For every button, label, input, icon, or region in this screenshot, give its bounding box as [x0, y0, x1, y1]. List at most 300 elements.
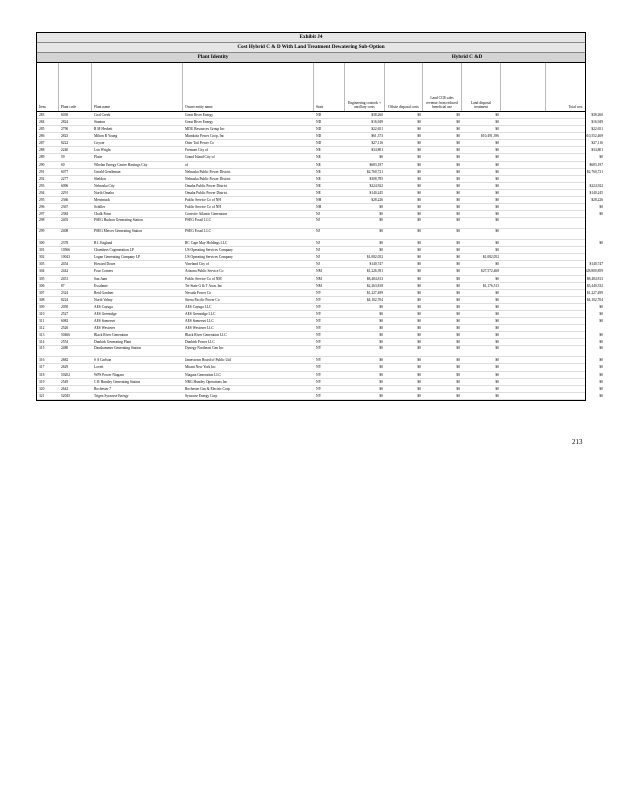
cell-engineering: $38,260: [371, 113, 383, 117]
col-plant-name: Plant name: [92, 63, 183, 111]
cell-owner: Conectiv Atlantic Generation: [185, 212, 228, 217]
cell-land-disposal: $1,082,052: [482, 255, 499, 260]
cell-plant-name: North Valmy: [94, 297, 113, 302]
cell-blank: [501, 126, 546, 132]
cell-offsite: $0: [417, 148, 421, 153]
cell-blank: [501, 218, 546, 228]
table-row: [37, 290, 603, 297]
cell-state: NV: [316, 297, 322, 302]
cell-total: $2,760,721: [586, 169, 603, 174]
cell-engineering: $16,949: [371, 120, 383, 125]
cell-owner: Nebraska Public Power District: [185, 169, 231, 174]
cell-plant-code: 2378: [61, 241, 69, 246]
cell-plant-name: Howard Down: [94, 262, 116, 267]
cell-owner: Omaha Public Power District: [185, 190, 228, 195]
cell-engineering: $28,226: [371, 197, 383, 202]
cell-offsite: $0: [417, 297, 421, 302]
col-owner: Owner entity name: [183, 63, 314, 111]
cell-ccr-sales: $0: [456, 326, 460, 331]
cell-land-disposal: $0: [495, 218, 499, 223]
cell-offsite: $0: [417, 248, 421, 253]
cell-item: 318: [39, 372, 45, 377]
cell-owner: Nevada Power Co: [185, 290, 212, 295]
cell-plant-code: 2277: [61, 176, 69, 181]
cell-item: 293: [39, 183, 45, 188]
cell-engineering: $0: [379, 319, 383, 324]
cell-item: 304: [39, 269, 45, 274]
cell-plant-code: 87: [61, 283, 65, 288]
cell-ccr-sales: $0: [456, 333, 460, 338]
cell-owner: PSEG Fossil LLC: [185, 229, 211, 234]
col-plant-code: Plant code: [59, 63, 92, 111]
cell-engineering: $1,082,052: [366, 255, 383, 260]
cell-owner: Minnkota Power Coop, Inc: [185, 134, 225, 139]
cell-total: $0: [599, 358, 603, 363]
cell-plant-name: Platte: [94, 155, 103, 160]
cell-total: [546, 325, 605, 331]
cell-plant-code: 6082: [61, 319, 69, 324]
table-row: [37, 197, 603, 204]
cell-blank: [501, 304, 546, 310]
cell-ccr-sales: $0: [456, 127, 460, 132]
cell-plant-code: 2367: [61, 205, 69, 210]
cell-blank: [501, 183, 546, 189]
cell-plant-code: 2823: [61, 134, 69, 139]
cell-state: NE: [316, 148, 321, 153]
table-row: [37, 364, 603, 371]
cell-item: 300: [39, 241, 45, 246]
cell-land-disposal: $0: [495, 190, 499, 195]
cell-land-disposal: $0: [495, 276, 499, 281]
cell-plant-name: Gerald Gentleman: [94, 169, 121, 174]
col-land-disposal: Land disposal treatment: [462, 63, 501, 111]
cell-blank: [501, 268, 546, 274]
cell-land-disposal: $0: [495, 372, 499, 377]
cell-plant-name: AES Cayuga: [94, 304, 113, 309]
cell-engineering: $2,760,721: [366, 169, 383, 174]
cell-ccr-sales: $0: [456, 141, 460, 146]
table-row: [37, 339, 603, 346]
column-headers: [37, 63, 585, 112]
cell-offsite: $0: [417, 290, 421, 295]
cell-ccr-sales: $0: [456, 113, 460, 117]
cell-state: NJ: [316, 255, 320, 260]
cell-engineering: $0: [379, 205, 383, 210]
cell-blank: [501, 261, 546, 267]
cell-owner: Public Service Co of NH: [185, 197, 221, 202]
table-row: [37, 126, 603, 133]
cell-land-disposal: $0: [495, 148, 499, 153]
cell-engineering: $683,197: [369, 162, 383, 167]
cell-engineering: $0: [379, 346, 383, 351]
cell-ccr-sales: $0: [456, 183, 460, 188]
cell-owner: US Operating Services Company: [185, 248, 233, 253]
cell-blank: [501, 190, 546, 196]
cell-offsite: $0: [417, 155, 421, 160]
cell-plant-code: 2824: [61, 120, 69, 125]
table-row: [37, 283, 603, 290]
cell-ccr-sales: $0: [456, 190, 460, 195]
cell-engineering: $2,263,818: [366, 283, 383, 288]
cell-ccr-sales: $0: [456, 269, 460, 274]
cell-offsite: $0: [417, 176, 421, 181]
cell-plant-code: 8222: [61, 141, 69, 146]
cell-owner: Vineland City of: [185, 262, 209, 267]
cell-state: ND: [316, 127, 322, 132]
cell-plant-code: 2324: [61, 290, 69, 295]
cell-plant-name: Reid Gardner: [94, 290, 114, 295]
cell-item: 314: [39, 340, 45, 345]
col-ccr-sales: Land CCR sales revenue from reduced beneficial use: [423, 63, 462, 111]
cell-item: 307: [39, 290, 45, 295]
cell-state: NH: [316, 197, 322, 202]
cell-land-disposal: $0: [495, 379, 499, 384]
cell-total: $4,102,704: [586, 297, 603, 302]
cell-total: $28,226: [591, 197, 603, 202]
cell-land-disposal: $0: [495, 393, 499, 398]
cell-plant-name: AES Greenidge: [94, 311, 117, 316]
cell-blank: [501, 379, 546, 385]
cell-blank: [501, 197, 546, 203]
cell-engineering: $27,116: [371, 141, 383, 146]
cell-state: NY: [316, 365, 322, 370]
cell-offsite: $0: [417, 276, 421, 281]
table-row: [37, 147, 603, 154]
cell-total: $0: [599, 319, 603, 324]
table-row: [37, 133, 603, 140]
cell-ccr-sales: $0: [456, 365, 460, 370]
cell-item: 319: [39, 379, 45, 384]
table-row: [37, 162, 603, 169]
cell-offsite: $0: [417, 304, 421, 309]
cell-state: NY: [316, 304, 322, 309]
cell-land-disposal: $0: [495, 183, 499, 188]
cell-total: $140,747: [589, 262, 603, 267]
cell-item: 306: [39, 283, 45, 288]
cell-engineering: $224,922: [369, 183, 383, 188]
cell-land-disposal: $0: [495, 212, 499, 217]
cell-land-disposal: $0: [495, 169, 499, 174]
cell-plant-name: Logan Generating Company LP: [94, 255, 141, 260]
cell-item: 320: [39, 386, 45, 391]
cell-total: $0: [599, 365, 603, 370]
cell-total: $27,116: [591, 141, 603, 146]
table-row: [37, 204, 603, 211]
cell-blank: [501, 140, 546, 146]
cell-total: [546, 176, 605, 182]
cell-plant-name: PSEG Hudson Generating Station: [94, 218, 143, 223]
cell-land-disposal: $0: [495, 205, 499, 210]
cell-state: NY: [316, 372, 322, 377]
cell-total: $28,800,859: [585, 269, 603, 274]
cell-blank: [501, 169, 546, 175]
cell-offsite: $0: [417, 340, 421, 345]
cell-owner: Tri-State G & T Assn, Inc: [185, 283, 223, 288]
cell-blank: [501, 240, 546, 246]
cell-land-disposal: $0: [495, 176, 499, 181]
cell-plant-name: Schiller: [94, 205, 106, 210]
cell-offsite: $0: [417, 169, 421, 174]
cell-blank: [501, 386, 546, 392]
cell-plant-name: Black River Generation: [94, 333, 129, 338]
col-offsite: Offsite disposal costs: [385, 63, 423, 111]
cell-land-disposal: $0: [495, 326, 499, 331]
cell-offsite: $0: [417, 212, 421, 217]
cell-item: 308: [39, 297, 45, 302]
cell-state: ND: [316, 113, 322, 117]
cell-ccr-sales: $0: [456, 148, 460, 153]
cell-ccr-sales: $0: [456, 346, 460, 351]
cell-item: 290: [39, 162, 45, 167]
cell-total: $10,552,469: [585, 134, 603, 139]
cell-blank: [501, 325, 546, 331]
cell-ccr-sales: $0: [456, 162, 460, 167]
cell-blank: [501, 154, 546, 160]
cell-owner: Jamestown Board of Public Util: [185, 358, 232, 363]
table-row: [37, 297, 603, 304]
cell-total: $0: [599, 393, 603, 398]
cell-item: 286: [39, 134, 45, 139]
cell-item: 288: [39, 148, 45, 153]
cell-plant-name: Nebraska City: [94, 183, 115, 188]
cell-total: $0: [599, 212, 603, 217]
cell-blank: [501, 119, 546, 125]
cell-engineering: $1,226,391: [366, 269, 383, 274]
cell-land-disposal: $0: [495, 297, 499, 302]
cell-state: NE: [316, 183, 321, 188]
cell-ccr-sales: $0: [456, 379, 460, 384]
cell-owner: Black River Generation LLC: [185, 333, 227, 338]
cell-plant-code: 2408: [61, 229, 69, 234]
cell-engineering: $140,747: [369, 262, 383, 267]
section-header-row: [37, 53, 585, 63]
cell-plant-name: Escalante: [94, 283, 108, 288]
cell-state: NM: [316, 269, 322, 274]
cell-total: [546, 254, 605, 260]
cell-owner: Great River Energy: [185, 120, 214, 125]
cell-engineering: $0: [379, 393, 383, 398]
cell-engineering: $0: [379, 304, 383, 309]
cell-offsite: $0: [417, 311, 421, 316]
cell-plant-code: 2291: [61, 190, 69, 195]
cell-ccr-sales: $0: [456, 229, 460, 234]
cell-land-disposal: $0: [495, 358, 499, 363]
table-row: [37, 261, 603, 268]
cell-state: NY: [316, 386, 322, 391]
cell-engineering: $0: [379, 229, 383, 234]
cell-ccr-sales: $0: [456, 319, 460, 324]
cell-land-disposal: $0: [495, 319, 499, 324]
cell-plant-code: 2384: [61, 212, 69, 217]
cell-state: NV: [316, 290, 322, 295]
cell-state: NE: [316, 162, 321, 167]
cell-blank: [501, 204, 546, 210]
cell-blank: [501, 290, 546, 296]
cell-blank: [501, 393, 546, 399]
cell-ccr-sales: $0: [456, 297, 460, 302]
cell-owner: Dynegy Northeast Gen Inc: [185, 346, 224, 351]
table-row: [37, 372, 603, 379]
cell-item: 316: [39, 358, 45, 363]
cell-total: $34,801: [591, 148, 603, 153]
cell-ccr-sales: $0: [456, 276, 460, 281]
cell-blank: [501, 147, 546, 153]
cell-plant-name: Whelan Energy Center Hastings City: [94, 162, 148, 167]
table-row: [37, 254, 585, 261]
cell-plant-code: 6030: [61, 113, 69, 117]
cell-ccr-sales: $0: [456, 255, 460, 260]
table-row: [37, 393, 603, 400]
cell-offsite: $0: [417, 386, 421, 391]
cell-ccr-sales: $0: [456, 304, 460, 309]
cell-land-disposal: $0: [495, 141, 499, 146]
cell-blank: [501, 211, 546, 217]
cell-owner: Public Service Co of NM: [185, 276, 222, 281]
cell-state: NY: [316, 311, 322, 316]
cell-land-disposal: $0: [495, 311, 499, 316]
cell-owner: Sierra Pacific Power Co: [185, 297, 220, 302]
cell-plant-name: Four Corners: [94, 269, 114, 274]
cell-land-disposal: $0: [495, 333, 499, 338]
cell-owner: RC Cape May Holdings LLC: [185, 241, 228, 246]
cell-owner: AES Westover LLC: [185, 326, 214, 331]
table-row: [37, 276, 603, 283]
table-row: [37, 268, 603, 275]
cell-offsite: $0: [417, 190, 421, 195]
cell-plant-name: Rochester 7: [94, 386, 112, 391]
cell-ccr-sales: $0: [456, 212, 460, 217]
cell-plant-name: Coyote: [94, 141, 105, 146]
cell-engineering: $140,245: [369, 190, 383, 195]
cell-total: $8,484,813: [586, 276, 603, 281]
table-row: [37, 325, 585, 332]
cell-state: NJ: [316, 241, 320, 246]
cell-engineering: $0: [379, 340, 383, 345]
cell-item: 302: [39, 255, 45, 260]
cell-state: ND: [316, 134, 322, 139]
cell-total: $0: [599, 311, 603, 316]
cell-plant-code: 2442: [61, 269, 69, 274]
cell-plant-code: 6096: [61, 183, 69, 188]
cell-engineering: $22,651: [371, 127, 383, 132]
cell-plant-name: WPS Power Niagara: [94, 372, 124, 377]
cell-plant-name: PSEG Mercer Generating Station: [94, 229, 143, 234]
cell-total: $0: [599, 241, 603, 246]
cell-plant-name: Coal Creek: [94, 113, 111, 117]
cell-state: NJ: [316, 218, 320, 223]
cell-ccr-sales: $0: [456, 262, 460, 267]
cell-offsite: $0: [417, 262, 421, 267]
cell-engineering: $0: [379, 218, 383, 223]
cell-plant-code: 2403: [61, 218, 69, 223]
cell-offsite: $0: [417, 134, 421, 139]
cell-plant-name: San Juan: [94, 276, 107, 281]
cell-land-disposal: $0: [495, 113, 499, 117]
cell-item: 284: [39, 120, 45, 125]
cell-plant-name: S A Carlson: [94, 358, 112, 363]
cell-ccr-sales: $0: [456, 340, 460, 345]
cell-owner: PSEG Fossil LLC: [185, 218, 211, 223]
cell-ccr-sales: $0: [456, 169, 460, 174]
cell-total: $1,227,499: [586, 290, 603, 295]
cell-item: 294: [39, 190, 45, 195]
cell-land-disposal: $0: [495, 197, 499, 202]
cell-owner: NRG Huntley Operations Inc: [185, 379, 228, 384]
table-body: [37, 112, 603, 400]
cell-item: 299: [39, 229, 45, 234]
table-row: [37, 140, 603, 147]
cell-ccr-sales: $0: [456, 218, 460, 223]
cell-blank: [501, 297, 546, 303]
cell-owner: Fremont City of: [185, 148, 209, 153]
cell-offsite: $0: [417, 346, 421, 351]
cell-plant-code: 2554: [61, 340, 69, 345]
cell-offsite: $0: [417, 241, 421, 246]
cell-offsite: $0: [417, 197, 421, 202]
cell-land-disposal: $0: [495, 120, 499, 125]
cell-plant-code: 2451: [61, 276, 69, 281]
cell-engineering: $0: [379, 372, 383, 377]
cell-engineering: $0: [379, 311, 383, 316]
cell-engineering: $0: [379, 333, 383, 338]
cell-plant-code: 60: [61, 162, 65, 167]
cell-owner: Dunkirk Power LLC: [185, 340, 215, 345]
cell-state: NJ: [316, 229, 320, 234]
cell-land-disposal: $0: [495, 155, 499, 160]
cell-ccr-sales: $0: [456, 155, 460, 160]
cell-owner: Arizona Public Service Co: [185, 269, 224, 274]
cell-state: ND: [316, 120, 322, 125]
cell-blank: [501, 332, 546, 338]
cell-engineering: $0: [379, 386, 383, 391]
cell-engineering: $0: [379, 365, 383, 370]
cell-owner: Niagara Generation LLC: [185, 372, 221, 377]
cell-owner: Rochester Gas & Electric Corp: [185, 386, 230, 391]
cell-ccr-sales: $0: [456, 393, 460, 398]
cell-plant-code: 50466: [61, 333, 70, 338]
cell-item: 321: [39, 393, 45, 398]
cell-item: 311: [39, 319, 45, 324]
cell-land-disposal: $0: [495, 346, 499, 351]
cell-item: 298: [39, 218, 45, 223]
cell-land-disposal: $10,491,396: [481, 134, 499, 139]
cell-plant-name: B L England: [94, 241, 113, 246]
cell-total: $0: [599, 340, 603, 345]
cell-engineering: $61,373: [371, 134, 383, 139]
cell-ccr-sales: $0: [456, 248, 460, 253]
cell-total: $0: [599, 372, 603, 377]
cell-plant-name: R M Heskett: [94, 127, 113, 132]
cell-state: NY: [316, 393, 322, 398]
table-row: [37, 318, 603, 325]
cell-engineering: $34,801: [371, 148, 383, 153]
cell-plant-name: AES Somerset: [94, 319, 116, 324]
cell-blank: [501, 176, 546, 182]
cell-ccr-sales: $0: [456, 241, 460, 246]
cell-plant-name: Trigen Syracuse Energy: [94, 393, 129, 398]
cell-land-disposal: $0: [495, 241, 499, 246]
cell-engineering: $0: [379, 241, 383, 246]
cell-engineering: $308,785: [369, 176, 383, 181]
cell-blank: [501, 133, 546, 139]
cell-engineering: $4,102,704: [366, 297, 383, 302]
cell-item: 283: [39, 113, 45, 117]
cell-land-disposal: $0: [495, 304, 499, 309]
cell-blank: [501, 276, 546, 282]
cell-land-disposal: $0: [495, 365, 499, 370]
cell-total: [546, 229, 605, 239]
cell-land-disposal: $0: [495, 127, 499, 132]
